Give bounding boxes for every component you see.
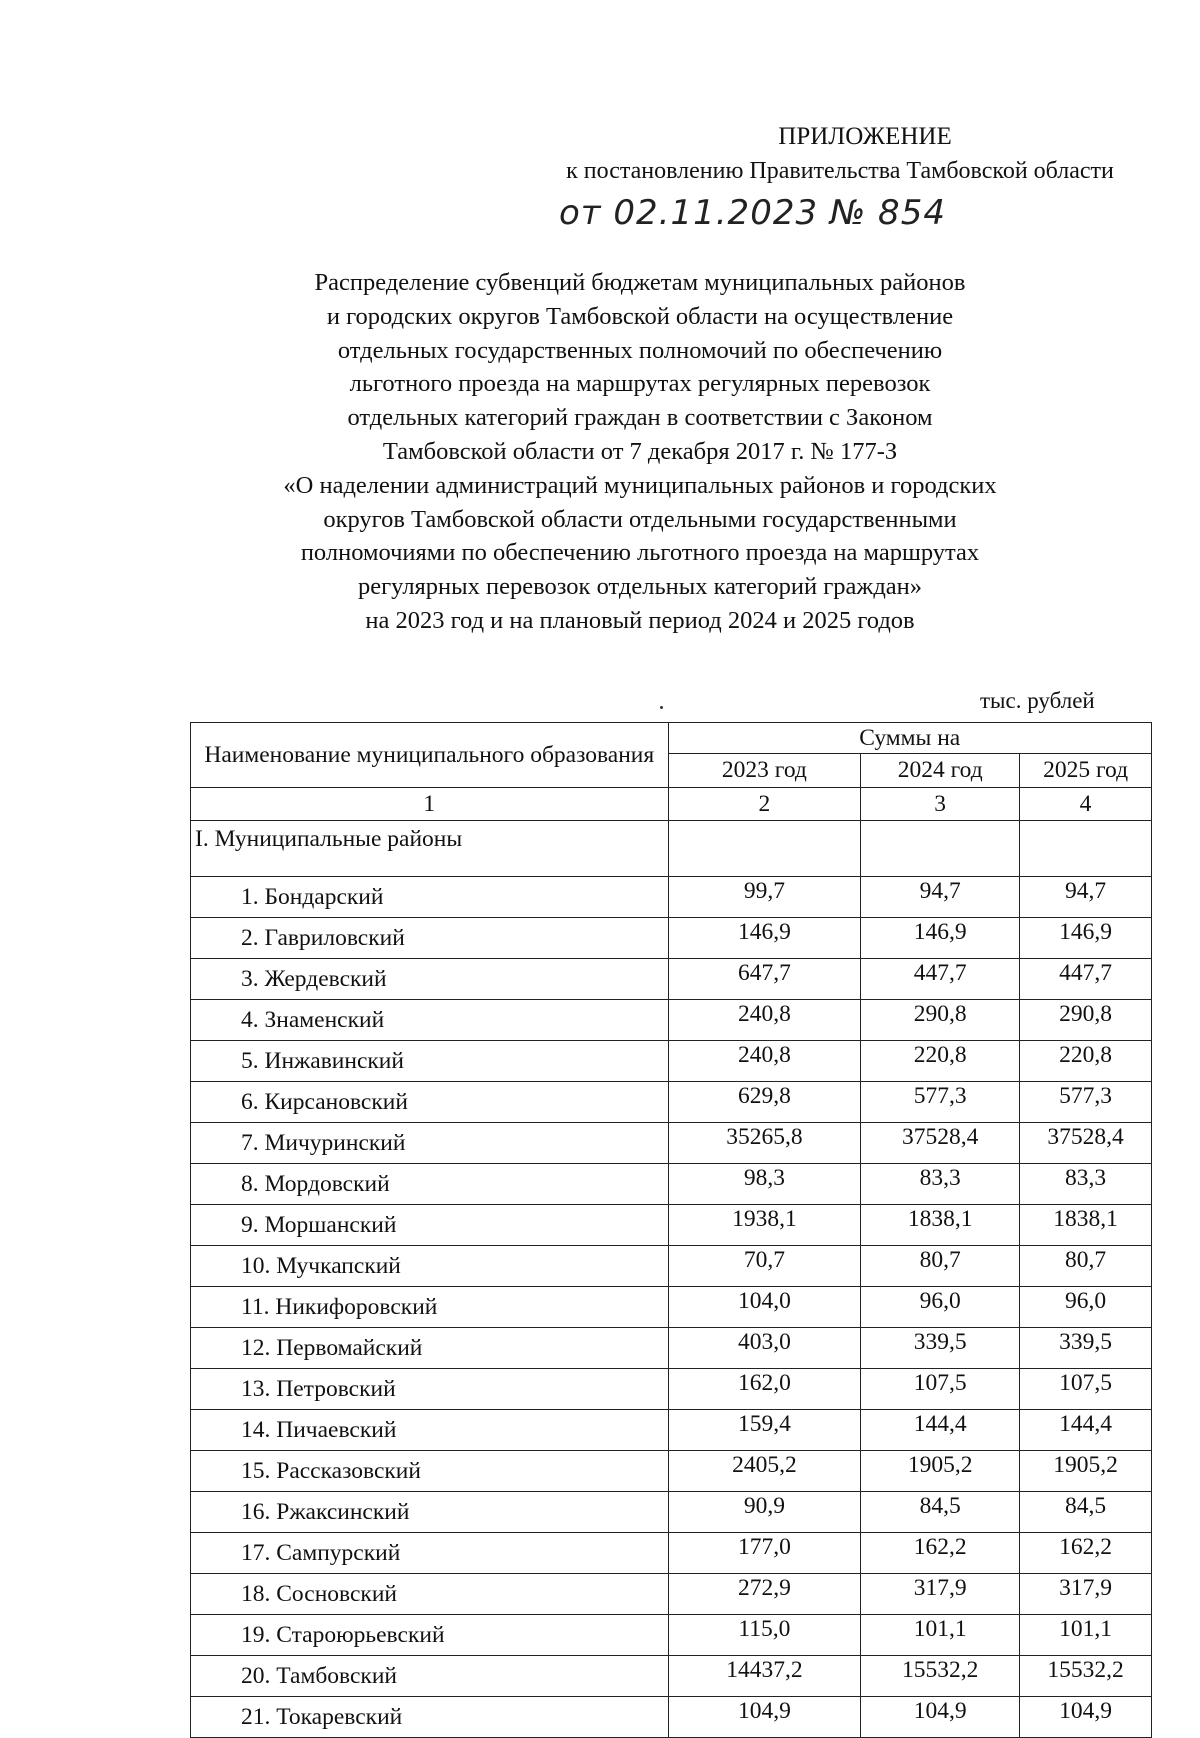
amount-2025: 577,3: [1020, 1082, 1152, 1123]
amount-2023: 240,8: [668, 1041, 861, 1082]
table-row: [191, 1287, 1152, 1328]
heading-line: Распределение субвенций бюджетам муниципальных районов: [314, 269, 966, 296]
amount-2025: 162,2: [1020, 1533, 1152, 1574]
heading-line: и городских округов Тамбовской области на осуществление: [326, 302, 954, 330]
year-header-2023: 2023 год: [668, 754, 861, 788]
section-label: I. Муниципальные районы: [191, 821, 669, 877]
amount-2025: 146,9: [1020, 918, 1152, 959]
amount-2025: 144,4: [1020, 1410, 1152, 1451]
empty-cell: [1020, 821, 1152, 877]
municipality-name: 20. Тамбовский: [191, 1656, 669, 1697]
amount-2024: 107,5: [861, 1369, 1020, 1410]
table-row: [191, 1492, 1152, 1533]
amount-2023: 629,8: [668, 1082, 861, 1123]
heading-line: на 2023 год и на плановый период 2024 и 2025 годов: [365, 606, 915, 634]
municipality-name: 21. Токаревский: [191, 1697, 669, 1738]
amount-2024: 84,5: [861, 1492, 1020, 1533]
table-row: [191, 1164, 1152, 1205]
amount-2024: 447,7: [861, 959, 1020, 1000]
document-heading: [200, 266, 1080, 638]
municipality-name: 16. Ржаксинский: [191, 1492, 669, 1533]
column-number: 2: [668, 788, 861, 821]
amount-2025: 80,7: [1020, 1246, 1152, 1287]
amount-2023: 104,0: [668, 1287, 861, 1328]
column-number: 1: [191, 788, 669, 821]
amount-2024: 146,9: [861, 918, 1020, 959]
heading-line: отдельных категорий граждан в соответствии с Законом: [347, 404, 933, 432]
amount-2025: 317,9: [1020, 1574, 1152, 1615]
table-row: [191, 1451, 1152, 1492]
amount-2024: 220,8: [861, 1041, 1020, 1082]
handwritten-date-text: от 02.11.2023 № 854: [559, 193, 946, 233]
municipality-name: 1. Бондарский: [191, 877, 669, 918]
amount-2023: 14437,2: [668, 1656, 861, 1697]
heading-line: Тамбовской области от 7 декабря 2017 г. № 177-З: [382, 437, 898, 465]
amount-2024: 15532,2: [861, 1656, 1020, 1697]
amount-2024: 290,8: [861, 1000, 1020, 1041]
table-row: [191, 1533, 1152, 1574]
section-row: [191, 821, 1152, 877]
amount-2023: 70,7: [668, 1246, 861, 1287]
amount-2024: 101,1: [861, 1615, 1020, 1656]
table-row: [191, 1697, 1152, 1738]
amount-2025: 37528,4: [1020, 1123, 1152, 1164]
column-number: 4: [1020, 788, 1152, 821]
amount-2023: 177,0: [668, 1533, 861, 1574]
subsidy-table: [190, 722, 1152, 1738]
municipality-name: 17. Сампурский: [191, 1533, 669, 1574]
empty-cell: [861, 821, 1020, 877]
table-row: [191, 1205, 1152, 1246]
amount-2025: 220,8: [1020, 1041, 1152, 1082]
empty-cell: [668, 821, 861, 877]
amount-2023: 159,4: [668, 1410, 861, 1451]
table-row: [191, 1369, 1152, 1410]
amount-2024: 339,5: [861, 1328, 1020, 1369]
amount-2024: 162,2: [861, 1533, 1020, 1574]
column-number-row: [191, 788, 1152, 821]
table-row: [191, 1328, 1152, 1369]
amount-2023: 146,9: [668, 918, 861, 959]
amount-2024: 83,3: [861, 1164, 1020, 1205]
appendix-subtitle: к постановлению Правительства Тамбовской области: [566, 158, 1114, 184]
amount-2024: 96,0: [861, 1287, 1020, 1328]
column-number: 3: [861, 788, 1020, 821]
amount-2023: 2405,2: [668, 1451, 861, 1492]
amount-2023: 104,9: [668, 1697, 861, 1738]
handwritten-date-number: [555, 186, 1035, 234]
sums-header: Суммы на: [668, 723, 1151, 754]
table-row: [191, 1082, 1152, 1123]
table-row: [191, 1123, 1152, 1164]
municipality-name: 14. Пичаевский: [191, 1410, 669, 1451]
heading-line: отдельных государственных полномочий по обеспечению: [337, 336, 943, 364]
municipality-name: 3. Жердевский: [191, 959, 669, 1000]
amount-2023: 403,0: [668, 1328, 861, 1369]
table-row: [191, 1574, 1152, 1615]
amount-2023: 35265,8: [668, 1123, 861, 1164]
amount-2025: 96,0: [1020, 1287, 1152, 1328]
municipality-name: 12. Первомайский: [191, 1328, 669, 1369]
heading-line: регулярных перевозок отдельных категорий граждан»: [357, 573, 923, 601]
municipality-name: 6. Кирсановский: [191, 1082, 669, 1123]
amount-2023: 90,9: [668, 1492, 861, 1533]
municipality-name: 15. Рассказовский: [191, 1451, 669, 1492]
amount-2025: 1838,1: [1020, 1205, 1152, 1246]
amount-2025: 339,5: [1020, 1328, 1152, 1369]
year-header-2025: 2025 год: [1020, 754, 1152, 788]
amount-2025: 83,3: [1020, 1164, 1152, 1205]
table-row: [191, 959, 1152, 1000]
year-header-2024: 2024 год: [861, 754, 1020, 788]
municipality-name: 2. Гавриловский: [191, 918, 669, 959]
amount-2023: 272,9: [668, 1574, 861, 1615]
amount-2023: 240,8: [668, 1000, 861, 1041]
municipality-name: 19. Староюрьевский: [191, 1615, 669, 1656]
municipality-name: 5. Инжавинский: [191, 1041, 669, 1082]
amount-2024: 1905,2: [861, 1451, 1020, 1492]
municipality-name: 18. Сосновский: [191, 1574, 669, 1615]
municipality-name: 8. Мордовский: [191, 1164, 669, 1205]
amount-2023: 115,0: [668, 1615, 861, 1656]
appendix-title: ПРИЛОЖЕНИЕ: [778, 123, 952, 150]
table-row: [191, 877, 1152, 918]
amount-2024: 144,4: [861, 1410, 1020, 1451]
amount-2024: 94,7: [861, 877, 1020, 918]
heading-line: «О наделении администраций муниципальных районов и городских: [283, 471, 997, 499]
amount-2024: 80,7: [861, 1246, 1020, 1287]
amount-2025: 15532,2: [1020, 1656, 1152, 1697]
amount-2025: 107,5: [1020, 1369, 1152, 1410]
amount-2023: 98,3: [668, 1164, 861, 1205]
amount-2024: 317,9: [861, 1574, 1020, 1615]
amount-2025: 1905,2: [1020, 1451, 1152, 1492]
municipality-column-header: Наименование муниципального образования: [191, 723, 669, 788]
table-row: [191, 1615, 1152, 1656]
heading-line: полномочиями по обеспечению льготного проезда на маршрутах: [300, 539, 980, 567]
heading-line: льготного проезда на маршрутах регулярных перевозок: [349, 370, 931, 398]
table-row: [191, 1410, 1152, 1451]
amount-2023: 647,7: [668, 959, 861, 1000]
amount-2025: 94,7: [1020, 877, 1152, 918]
amount-2025: 101,1: [1020, 1615, 1152, 1656]
units-label: тыс. рублей: [980, 688, 1095, 713]
amount-2025: 104,9: [1020, 1697, 1152, 1738]
table-row: [191, 918, 1152, 959]
amount-2024: 37528,4: [861, 1123, 1020, 1164]
amount-2025: 447,7: [1020, 959, 1152, 1000]
document-header: [510, 120, 1170, 188]
amount-2023: 1938,1: [668, 1205, 861, 1246]
amount-2023: 162,0: [668, 1369, 861, 1410]
amount-2024: 104,9: [861, 1697, 1020, 1738]
municipality-name: 13. Петровский: [191, 1369, 669, 1410]
amount-2024: 577,3: [861, 1082, 1020, 1123]
table-row: [191, 1246, 1152, 1287]
heading-line: округов Тамбовской области отдельными государственными: [323, 505, 957, 533]
table-row: [191, 1656, 1152, 1697]
municipality-name: 9. Моршанский: [191, 1205, 669, 1246]
municipality-name: 10. Мучкапский: [191, 1246, 669, 1287]
municipality-name: 11. Никифоровский: [191, 1287, 669, 1328]
scan-speck: [660, 706, 663, 709]
amount-2023: 99,7: [668, 877, 861, 918]
municipality-name: 7. Мичуринский: [191, 1123, 669, 1164]
table-row: [191, 1041, 1152, 1082]
amount-2025: 84,5: [1020, 1492, 1152, 1533]
municipality-name: 4. Знаменский: [191, 1000, 669, 1041]
amount-2024: 1838,1: [861, 1205, 1020, 1246]
table-row: [191, 1000, 1152, 1041]
amount-2025: 290,8: [1020, 1000, 1152, 1041]
